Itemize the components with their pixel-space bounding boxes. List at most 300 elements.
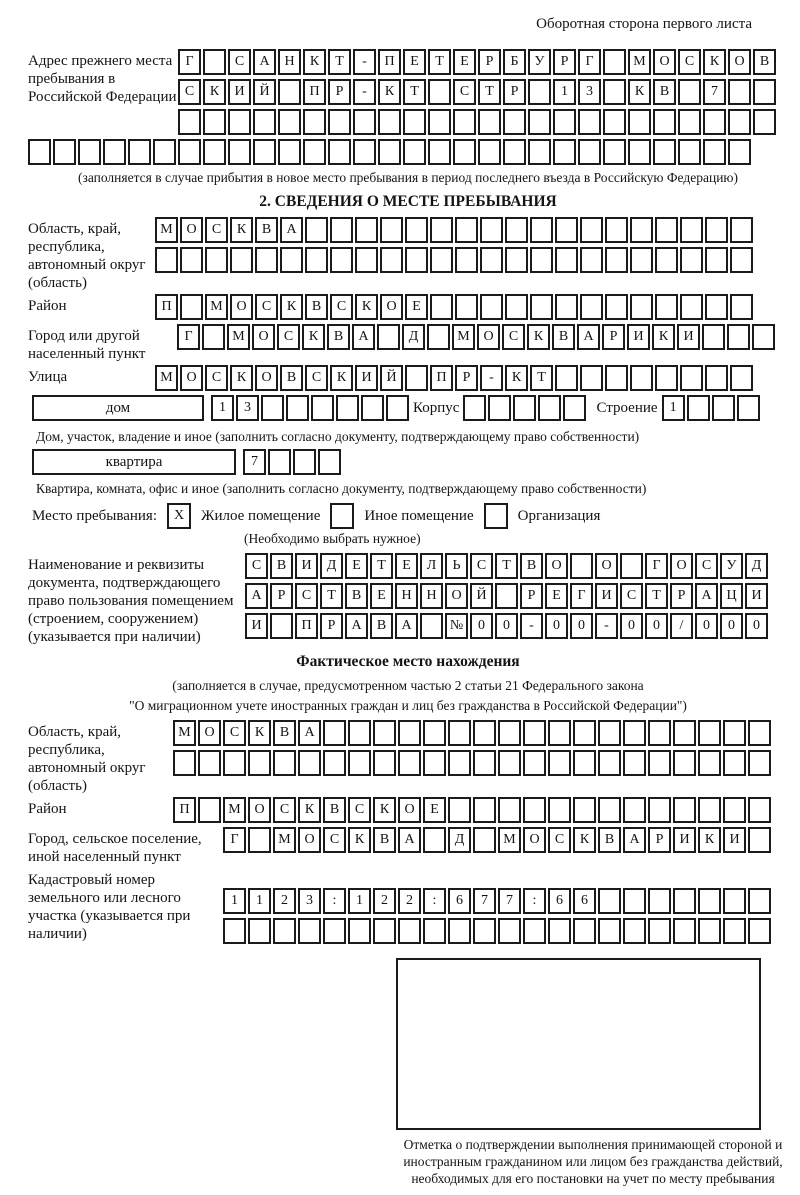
char-cell <box>623 888 646 914</box>
char-cell: Р <box>602 324 625 350</box>
char-cell: М <box>155 217 178 243</box>
prev-address-grids <box>178 49 776 137</box>
char-cell: Т <box>370 553 393 579</box>
prev-address-row-2 <box>178 79 776 105</box>
char-cell: И <box>745 583 768 609</box>
char-cell: О <box>252 324 275 350</box>
street-label: Улица <box>28 369 68 385</box>
char-cell: К <box>280 294 303 320</box>
cadastral-row-2 <box>223 918 771 944</box>
char-cell <box>573 720 596 746</box>
char-cell <box>673 797 696 823</box>
char-cell <box>548 797 571 823</box>
prev-address-row-1 <box>178 49 776 75</box>
char-cell <box>705 365 728 391</box>
char-cell <box>430 247 453 273</box>
char-cell <box>203 109 226 135</box>
char-cell: 1 <box>348 888 371 914</box>
char-cell: М <box>155 365 178 391</box>
char-cell <box>505 294 528 320</box>
char-cell: И <box>677 324 700 350</box>
char-cell <box>128 139 151 165</box>
char-cell: В <box>273 720 296 746</box>
char-cell: О <box>198 720 221 746</box>
char-cell <box>323 750 346 776</box>
char-cell <box>748 888 771 914</box>
actual-region-row-2 <box>173 750 771 776</box>
char-cell <box>478 109 501 135</box>
char-cell <box>373 720 396 746</box>
char-cell <box>712 395 735 421</box>
char-cell: 0 <box>545 613 568 639</box>
char-cell <box>530 294 553 320</box>
char-cell <box>423 750 446 776</box>
char-cell <box>448 797 471 823</box>
korpus-cells <box>463 395 586 421</box>
char-cell: Р <box>320 613 343 639</box>
char-cell: П <box>173 797 196 823</box>
char-cell <box>673 720 696 746</box>
char-cell <box>323 918 346 944</box>
char-cell: 6 <box>448 888 471 914</box>
char-cell: О <box>523 827 546 853</box>
char-cell <box>377 324 400 350</box>
house-note: Дом, участок, владение и иное (заполнить согласно документу, подтверждающему право собственности) <box>36 429 640 444</box>
char-cell: С <box>205 365 228 391</box>
region-label: Область, край, республика, автономный округ (область) <box>28 221 146 291</box>
checkbox-residential: X <box>167 503 191 529</box>
prev-address-row-3 <box>178 109 776 135</box>
char-cell: Д <box>402 324 425 350</box>
char-cell <box>680 247 703 273</box>
char-cell <box>298 918 321 944</box>
char-cell <box>180 247 203 273</box>
char-cell: О <box>255 365 278 391</box>
char-cell: 0 <box>695 613 718 639</box>
char-cell: М <box>628 49 651 75</box>
char-cell <box>580 217 603 243</box>
char-cell <box>753 109 776 135</box>
char-cell: С <box>205 217 228 243</box>
char-cell: 1 <box>223 888 246 914</box>
field-street <box>28 365 788 393</box>
char-cell <box>353 109 376 135</box>
char-cell <box>448 750 471 776</box>
char-cell <box>680 365 703 391</box>
char-cell: С <box>453 79 476 105</box>
char-cell <box>353 139 376 165</box>
char-cell: П <box>378 49 401 75</box>
char-cell: Г <box>570 583 593 609</box>
char-cell <box>748 750 771 776</box>
char-cell <box>748 827 771 853</box>
char-cell <box>198 797 221 823</box>
char-cell <box>380 217 403 243</box>
char-cell: : <box>323 888 346 914</box>
char-cell <box>752 324 775 350</box>
char-cell: 2 <box>273 888 296 914</box>
char-cell <box>398 918 421 944</box>
option-residential-label: Жилое помещение <box>201 507 321 524</box>
document-grids <box>245 553 768 641</box>
char-cell <box>498 750 521 776</box>
char-cell <box>698 750 721 776</box>
char-cell: И <box>245 613 268 639</box>
char-cell: - <box>595 613 618 639</box>
char-cell: Н <box>395 583 418 609</box>
char-cell <box>605 294 628 320</box>
char-cell <box>498 720 521 746</box>
char-cell <box>678 79 701 105</box>
char-cell <box>705 217 728 243</box>
char-cell: А <box>298 720 321 746</box>
char-cell <box>498 797 521 823</box>
field-prev-address <box>28 49 788 137</box>
char-cell <box>653 139 676 165</box>
char-cell: И <box>355 365 378 391</box>
char-cell <box>278 79 301 105</box>
char-cell <box>473 750 496 776</box>
char-cell <box>428 139 451 165</box>
char-cell <box>620 553 643 579</box>
char-cell <box>748 797 771 823</box>
char-cell: М <box>452 324 475 350</box>
char-cell: Р <box>648 827 671 853</box>
char-cell: Е <box>370 583 393 609</box>
char-cell: О <box>380 294 403 320</box>
char-cell: В <box>255 217 278 243</box>
char-cell <box>202 324 225 350</box>
char-cell: В <box>598 827 621 853</box>
char-cell: Г <box>177 324 200 350</box>
actual-region-grids <box>173 720 771 778</box>
char-cell <box>430 294 453 320</box>
char-cell <box>328 139 351 165</box>
char-cell <box>405 217 428 243</box>
char-cell: Г <box>178 49 201 75</box>
char-cell <box>455 247 478 273</box>
apartment-row <box>32 449 788 477</box>
char-cell: Т <box>328 49 351 75</box>
option-organization-label: Организация <box>517 507 601 524</box>
char-cell <box>655 294 678 320</box>
korpus-label: Корпус <box>413 400 460 416</box>
stay-type-label: Место пребывания: <box>32 507 157 524</box>
char-cell <box>373 750 396 776</box>
char-cell <box>448 918 471 944</box>
char-cell <box>480 294 503 320</box>
char-cell: С <box>277 324 300 350</box>
char-cell: Й <box>380 365 403 391</box>
char-cell <box>103 139 126 165</box>
char-cell: Л <box>420 553 443 579</box>
char-cell <box>655 365 678 391</box>
char-cell: С <box>305 365 328 391</box>
char-cell <box>598 918 621 944</box>
char-cell: С <box>330 294 353 320</box>
char-cell: П <box>155 294 178 320</box>
char-cell: О <box>230 294 253 320</box>
char-cell: Т <box>495 553 518 579</box>
char-cell: М <box>227 324 250 350</box>
char-cell: Е <box>345 553 368 579</box>
char-cell <box>623 797 646 823</box>
char-cell: С <box>678 49 701 75</box>
char-cell <box>530 217 553 243</box>
char-cell <box>727 324 750 350</box>
char-cell <box>503 109 526 135</box>
char-cell: А <box>352 324 375 350</box>
char-cell <box>630 365 653 391</box>
char-cell <box>348 750 371 776</box>
char-cell <box>730 294 753 320</box>
char-cell <box>230 247 253 273</box>
char-cell <box>488 395 511 421</box>
char-cell <box>553 139 576 165</box>
char-cell: А <box>398 827 421 853</box>
char-cell: Р <box>670 583 693 609</box>
char-cell: А <box>245 583 268 609</box>
char-cell: К <box>330 365 353 391</box>
char-cell <box>655 247 678 273</box>
char-cell: К <box>505 365 528 391</box>
char-cell: В <box>753 49 776 75</box>
char-cell <box>523 918 546 944</box>
char-cell: - <box>353 79 376 105</box>
char-cell <box>528 109 551 135</box>
char-cell <box>598 750 621 776</box>
char-cell: Е <box>403 49 426 75</box>
char-cell: А <box>345 613 368 639</box>
char-cell <box>623 918 646 944</box>
char-cell: 0 <box>645 613 668 639</box>
char-cell: Н <box>278 49 301 75</box>
char-cell <box>155 247 178 273</box>
char-cell <box>328 109 351 135</box>
char-cell: В <box>370 613 393 639</box>
char-cell: С <box>228 49 251 75</box>
char-cell <box>548 720 571 746</box>
char-cell <box>305 217 328 243</box>
char-cell <box>723 720 746 746</box>
char-cell: К <box>703 49 726 75</box>
char-cell <box>398 720 421 746</box>
char-cell <box>723 918 746 944</box>
checkbox-other-premises <box>330 503 354 529</box>
char-cell <box>198 750 221 776</box>
cadastral-row-1 <box>223 888 771 914</box>
char-cell <box>253 109 276 135</box>
char-cell <box>528 139 551 165</box>
char-cell <box>555 247 578 273</box>
char-cell: В <box>373 827 396 853</box>
char-cell: К <box>698 827 721 853</box>
char-cell: Е <box>395 553 418 579</box>
char-cell <box>318 449 341 475</box>
char-cell: И <box>228 79 251 105</box>
char-cell <box>548 918 571 944</box>
char-cell <box>278 139 301 165</box>
char-cell: / <box>670 613 693 639</box>
char-cell <box>180 294 203 320</box>
char-cell <box>455 217 478 243</box>
char-cell <box>478 139 501 165</box>
char-cell <box>430 217 453 243</box>
char-cell <box>498 918 521 944</box>
char-cell <box>305 247 328 273</box>
char-cell <box>361 395 384 421</box>
char-cell: Р <box>328 79 351 105</box>
field-region <box>28 217 788 292</box>
char-cell <box>273 750 296 776</box>
char-cell <box>538 395 561 421</box>
char-cell <box>248 827 271 853</box>
char-cell <box>655 217 678 243</box>
actual-district-row <box>173 797 771 823</box>
char-cell <box>623 750 646 776</box>
region-grids <box>155 217 753 275</box>
apartment-box: квартира <box>32 449 236 475</box>
char-cell <box>687 395 710 421</box>
char-cell <box>503 139 526 165</box>
char-cell <box>311 395 334 421</box>
char-cell <box>573 797 596 823</box>
char-cell: К <box>303 49 326 75</box>
char-cell: Р <box>455 365 478 391</box>
char-cell: В <box>653 79 676 105</box>
char-cell <box>748 720 771 746</box>
char-cell: С <box>470 553 493 579</box>
actual-region-row-1 <box>173 720 771 746</box>
char-cell <box>573 750 596 776</box>
char-cell <box>703 139 726 165</box>
char-cell: Р <box>520 583 543 609</box>
char-cell <box>555 365 578 391</box>
char-cell <box>578 109 601 135</box>
char-cell <box>573 918 596 944</box>
char-cell <box>403 139 426 165</box>
char-cell: Й <box>253 79 276 105</box>
char-cell: К <box>527 324 550 350</box>
char-cell <box>648 720 671 746</box>
char-cell: О <box>545 553 568 579</box>
char-cell <box>563 395 586 421</box>
char-cell <box>698 918 721 944</box>
char-cell: 0 <box>570 613 593 639</box>
char-cell <box>423 720 446 746</box>
char-cell <box>598 720 621 746</box>
char-cell: 3 <box>298 888 321 914</box>
char-cell <box>386 395 409 421</box>
char-cell <box>648 888 671 914</box>
char-cell: М <box>223 797 246 823</box>
char-cell <box>698 797 721 823</box>
char-cell: Г <box>578 49 601 75</box>
char-cell <box>730 247 753 273</box>
region-row-2 <box>155 247 753 273</box>
prev-address-row-4 <box>28 139 788 165</box>
field-district <box>28 294 788 322</box>
char-cell <box>28 139 51 165</box>
char-cell: К <box>248 720 271 746</box>
char-cell: Т <box>645 583 668 609</box>
char-cell <box>728 139 751 165</box>
stamp-caption: Отметка о подтверждении выполнения принимающей стороной и иностранным гражданином или лицом без гражданства действий, необходимых для его постановки на учет по месту пребывания <box>403 1137 783 1186</box>
char-cell <box>53 139 76 165</box>
char-cell: О <box>445 583 468 609</box>
char-cell <box>630 247 653 273</box>
char-cell: О <box>298 827 321 853</box>
char-cell <box>203 49 226 75</box>
char-cell <box>473 918 496 944</box>
char-cell <box>405 365 428 391</box>
char-cell <box>648 797 671 823</box>
char-cell: К <box>302 324 325 350</box>
char-cell <box>553 109 576 135</box>
char-cell <box>605 247 628 273</box>
char-cell: Е <box>405 294 428 320</box>
char-cell: К <box>348 827 371 853</box>
char-cell: А <box>280 217 303 243</box>
char-cell <box>203 139 226 165</box>
char-cell <box>253 139 276 165</box>
char-cell <box>373 918 396 944</box>
field-cadastral <box>28 868 788 946</box>
char-cell <box>480 217 503 243</box>
char-cell <box>298 750 321 776</box>
section2-title: 2. СВЕДЕНИЯ О МЕСТЕ ПРЕБЫВАНИЯ <box>259 193 557 210</box>
char-cell: А <box>577 324 600 350</box>
document-row-3 <box>245 613 768 639</box>
char-cell: В <box>345 583 368 609</box>
char-cell <box>630 294 653 320</box>
char-cell <box>580 365 603 391</box>
field-document <box>28 553 788 646</box>
char-cell: № <box>445 613 468 639</box>
char-cell: : <box>523 888 546 914</box>
field-actual-district <box>28 797 788 825</box>
char-cell: П <box>303 79 326 105</box>
char-cell: А <box>253 49 276 75</box>
char-cell: С <box>348 797 371 823</box>
page-side-note: Оборотная сторона первого листа <box>536 16 752 32</box>
char-cell <box>463 395 486 421</box>
house-row <box>32 395 788 425</box>
char-cell <box>603 109 626 135</box>
char-cell <box>598 888 621 914</box>
char-cell: К <box>628 79 651 105</box>
char-cell <box>355 217 378 243</box>
char-cell: М <box>205 294 228 320</box>
char-cell: Р <box>270 583 293 609</box>
char-cell <box>728 109 751 135</box>
char-cell: В <box>270 553 293 579</box>
char-cell: С <box>695 553 718 579</box>
char-cell: К <box>298 797 321 823</box>
char-cell: Г <box>645 553 668 579</box>
char-cell: К <box>378 79 401 105</box>
char-cell: Е <box>545 583 568 609</box>
char-cell <box>623 720 646 746</box>
char-cell <box>293 449 316 475</box>
char-cell <box>261 395 284 421</box>
char-cell: 6 <box>573 888 596 914</box>
char-cell <box>380 247 403 273</box>
char-cell: В <box>323 797 346 823</box>
char-cell <box>348 720 371 746</box>
char-cell: У <box>528 49 551 75</box>
char-cell: В <box>552 324 575 350</box>
